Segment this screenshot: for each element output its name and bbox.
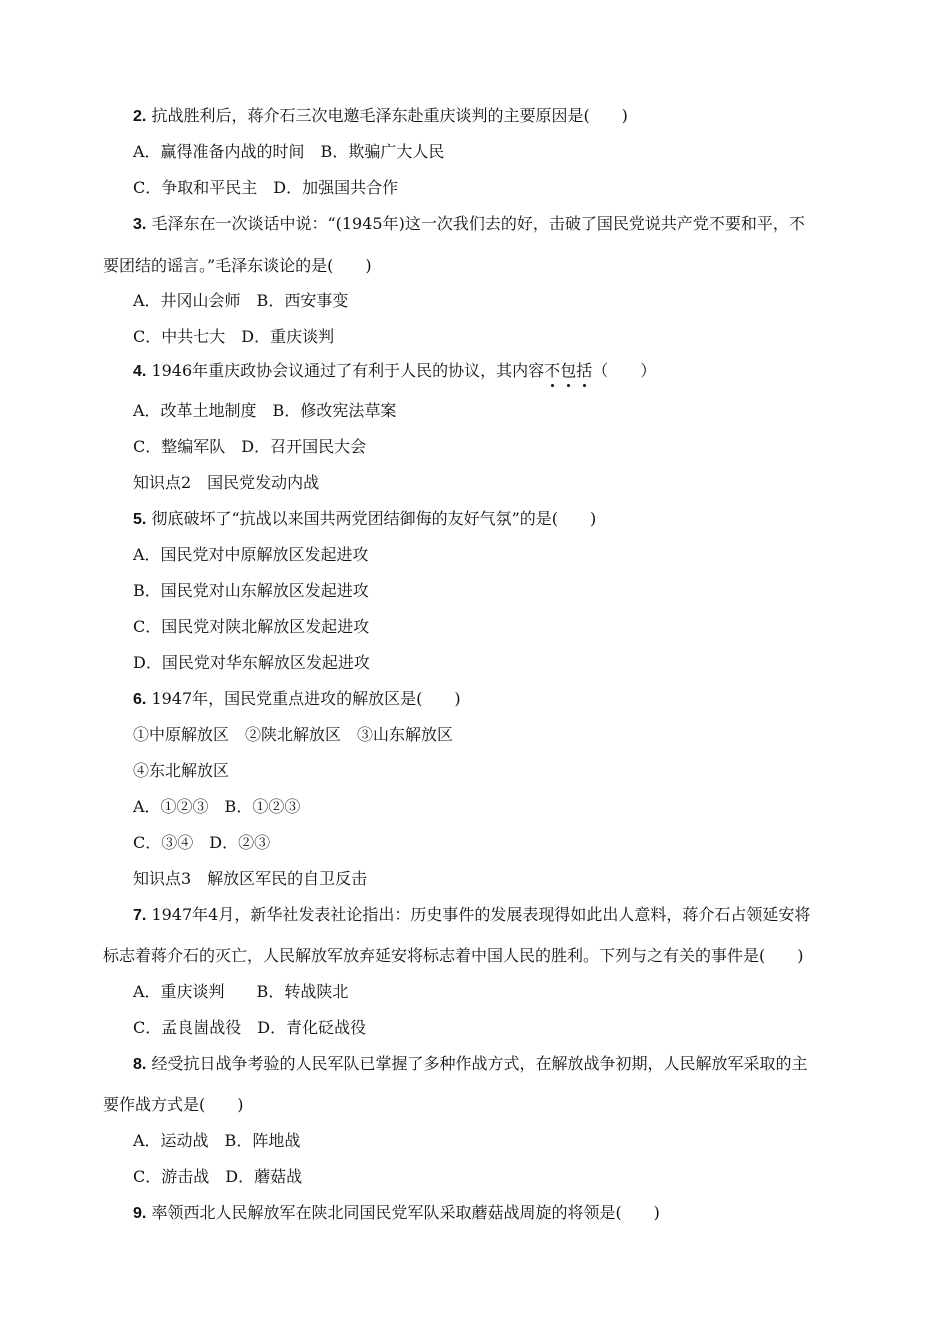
question-text: 彻底破坏了“抗战以来国共两党团结御侮的友好气氛”的是( ) (151, 509, 597, 528)
q3-options-ab: A．井冈山会师 B．西安事变 (133, 291, 349, 310)
emphasis-dot (567, 384, 570, 387)
q5-option-b: B．国民党对山东解放区发起进攻 (133, 581, 369, 600)
question-text: 1946年重庆政协会议通过了有利于人民的协议，其内容 (151, 361, 545, 380)
question-6 (133, 688, 461, 711)
emphasized-char: 括 (576, 361, 592, 380)
emphasis-dot (583, 384, 586, 387)
q5-option-d: D．国民党对华东解放区发起进攻 (133, 653, 370, 672)
section-heading-3: 知识点3 解放区军民的自卫反击 (133, 869, 368, 888)
question-5 (133, 508, 596, 531)
q8-options-ab: A．运动战 B．阵地战 (133, 1131, 301, 1150)
q5-option-a: A．国民党对中原解放区发起进攻 (133, 545, 369, 564)
q3-options-cd: C．中共七大 D．重庆谈判 (133, 327, 335, 346)
question-number: 9. (133, 1205, 147, 1222)
emphasized-char: 不 (544, 361, 560, 380)
question-text: 1947年4月，新华社发表社论指出：历史事件的发展表现得如此出人意料，蒋介石占领延安将 (151, 905, 811, 924)
question-number: 4. (133, 363, 147, 380)
question-number: 5. (133, 511, 147, 528)
question-text: 毛泽东在一次谈话中说：“(1945年)这一次我们去的好，击破了国民党说共产党不要和平，不 (151, 214, 805, 233)
q2-options-ab: A．赢得准备内战的时间 B．欺骗广大人民 (133, 142, 445, 161)
question-7 (133, 904, 810, 927)
question-text: 抗战胜利后，蒋介石三次电邀毛泽东赴重庆谈判的主要原因是( ) (151, 106, 628, 125)
question-text: 率领西北人民解放军在陕北同国民党军队采取蘑菇战周旋的将领是( ) (151, 1203, 660, 1222)
q7-options-ab: A．重庆谈判 B．转战陕北 (133, 982, 349, 1001)
q6-items-row-1: ①中原解放区 ②陕北解放区 ③山东解放区 (133, 725, 454, 744)
answer-blank: （ ） (592, 361, 657, 380)
emphasis-dot (551, 384, 554, 387)
section-heading-2: 知识点2 国民党发动内战 (133, 473, 320, 492)
q8-text-continued: 要作战方式是( ) (103, 1095, 244, 1114)
question-3 (133, 213, 805, 236)
question-number: 6. (133, 691, 147, 708)
q6-items-row-2: ④东北解放区 (133, 761, 230, 780)
q6-options-ab: A．①②③ B．①②③ (133, 797, 301, 816)
question-number: 3. (133, 216, 147, 233)
q6-options-cd: C．③④ D．②③ (133, 833, 271, 852)
q4-options-ab: A．改革土地制度 B．修改宪法草案 (133, 401, 397, 420)
emphasized-char: 包 (560, 361, 576, 380)
question-number: 2. (133, 108, 147, 125)
question-9 (133, 1202, 660, 1225)
q5-option-c: C．国民党对陕北解放区发起进攻 (133, 617, 370, 636)
q2-options-cd: C．争取和平民主 D．加强国共合作 (133, 178, 399, 197)
question-text: 经受抗日战争考验的人民军队已掌握了多种作战方式，在解放战争初期，人民解放军采取的主 (151, 1054, 808, 1073)
question-8 (133, 1053, 807, 1076)
q7-text-continued: 标志着蒋介石的灭亡，人民解放军放弃延安将标志着中国人民的胜利。下列与之有关的事件是( ) (103, 946, 804, 965)
q8-options-cd: C．游击战 D．蘑菇战 (133, 1167, 303, 1186)
q4-options-cd: C．整编军队 D．召开国民大会 (133, 437, 367, 456)
question-text: 1947年，国民党重点进攻的解放区是( ) (151, 689, 461, 708)
question-number: 8. (133, 1056, 147, 1073)
question-4 (133, 360, 656, 383)
q3-text-continued: 要团结的谣言。”毛泽东谈论的是( ) (103, 256, 372, 275)
question-number: 7. (133, 907, 147, 924)
q7-options-cd: C．孟良崮战役 D．青化砭战役 (133, 1018, 367, 1037)
question-2 (133, 105, 628, 128)
